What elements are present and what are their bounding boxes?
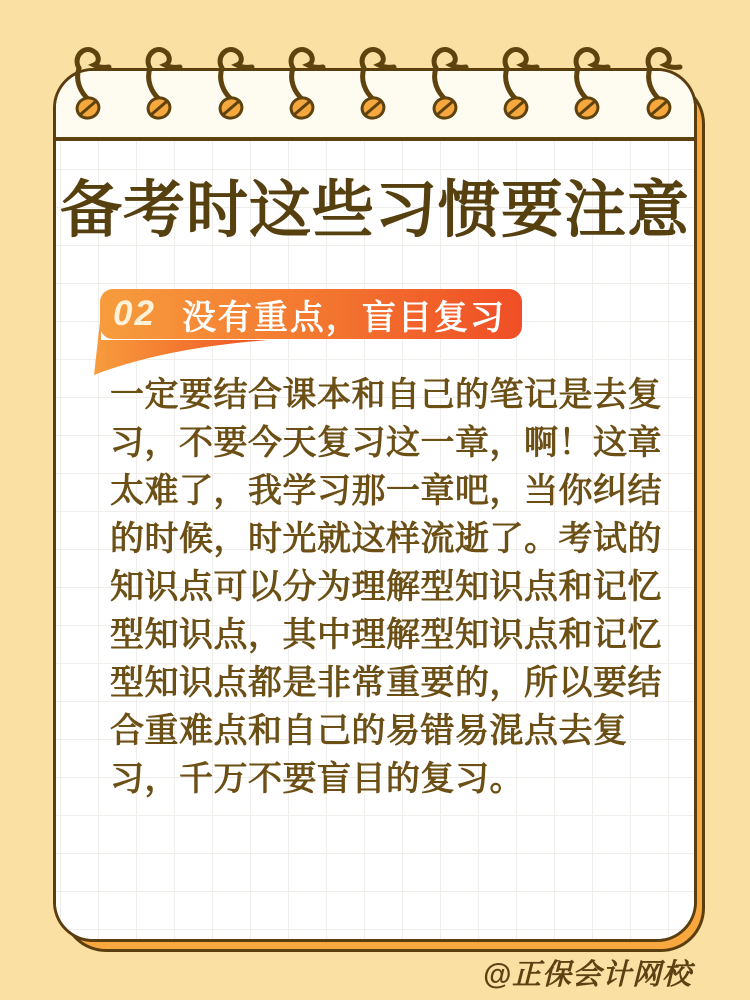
section-badge-text <box>93 289 523 339</box>
paragraph-line: 的时候，时光就这样流逝了。考试的 <box>110 520 662 558</box>
paragraph-line: 习，不要今天复习这一章，啊！这章 <box>110 424 662 462</box>
paragraph-line: 一定要结合课本和自己的笔记是去复 <box>110 376 662 414</box>
section-title: 没有重点，盲目复习 <box>181 298 506 337</box>
spiral-binding <box>0 0 750 140</box>
spiral-ring-icon <box>217 49 252 120</box>
paragraph-line: 型知识点，其中理解型知识点和记忆 <box>110 616 662 654</box>
spiral-ring-icon <box>288 49 323 120</box>
spiral-ring-icon <box>573 49 608 120</box>
spiral-ring-icon <box>359 49 394 120</box>
paragraph-line: 知识点可以分为理解型知识点和记忆 <box>110 568 662 606</box>
section-number: 02 <box>113 294 156 333</box>
page-title: 备考时这些习惯要注意 <box>59 176 690 245</box>
paragraph-line: 太难了，我学习那一章吧，当你纠结 <box>110 472 662 510</box>
paragraph-line: 合重难点和自己的易错易混点去复 <box>110 712 628 750</box>
paragraph-line: 型知识点都是非常重要的，所以要结 <box>110 664 662 702</box>
section-badge <box>93 288 533 380</box>
spiral-ring-icon <box>145 49 180 120</box>
paragraph-line: 习，千万不要盲目的复习。 <box>110 760 524 798</box>
spiral-ring-icon <box>502 49 537 120</box>
spiral-ring-icon <box>645 49 680 120</box>
body-paragraph <box>110 371 676 803</box>
watermark: @正保会计网校 <box>482 959 692 991</box>
notepad-card <box>53 68 697 942</box>
spiral-ring-icon <box>431 49 466 120</box>
spiral-ring-icon <box>74 49 109 120</box>
